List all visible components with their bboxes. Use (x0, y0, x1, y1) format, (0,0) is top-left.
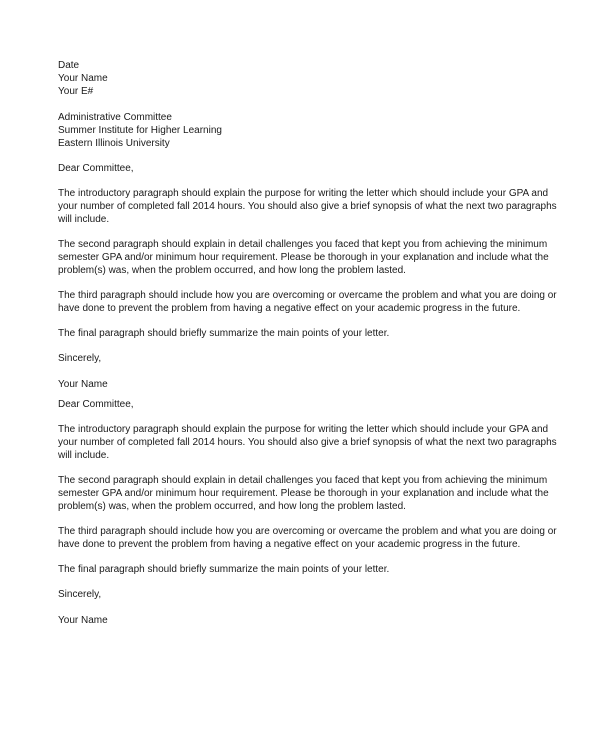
salutation: Dear Committee, (58, 399, 134, 410)
paragraph-line: The third paragraph should include how you are overcoming or overcame the problem and what you are doing or (58, 526, 557, 537)
paragraph-second (58, 474, 558, 513)
paragraph-final: The final paragraph should briefly summarize the main points of your letter. (58, 328, 390, 339)
paragraph-line: your number of completed fall 2014 hours. You should also give a brief synopsis of what the next two paragraphs (58, 437, 557, 448)
salutation: Dear Committee, (58, 163, 134, 174)
recipient-line-3: Eastern Illinois University (58, 138, 170, 149)
paragraph-third (58, 525, 558, 551)
letter-2 (58, 398, 558, 627)
paragraph-intro (58, 187, 558, 226)
recipient-line-2: Summer Institute for Higher Learning (58, 125, 222, 136)
paragraph-line: semester GPA and/or minimum hour requirement. Please be thorough in your explanation and include what the (58, 252, 549, 263)
paragraph-line: your number of completed fall 2014 hours. You should also give a brief synopsis of what the next two paragraphs (58, 201, 557, 212)
letter-1 (58, 59, 558, 391)
paragraph-line: will include. (58, 214, 110, 225)
paragraph-second (58, 238, 558, 277)
paragraph-line: The second paragraph should explain in detail challenges you faced that kept you from achieving the minimum (58, 239, 548, 250)
sender-e-number: Your E# (58, 86, 94, 97)
paragraph-line: The introductory paragraph should explain the purpose for writing the letter which should include your GPA and (58, 188, 549, 199)
paragraph-line: will include. (58, 450, 110, 461)
paragraph-line: The third paragraph should include how you are overcoming or overcame the problem and what you are doing or (58, 290, 557, 301)
sender-block (58, 59, 558, 98)
date-line: Date (58, 60, 80, 71)
paragraph-third (58, 289, 558, 315)
closing: Sincerely, (58, 353, 102, 364)
paragraph-line: have done to prevent the problem from having a negative effect on your academic progress in the future. (58, 303, 521, 314)
paragraph-final: The final paragraph should briefly summarize the main points of your letter. (58, 564, 390, 575)
paragraph-line: problem(s) was, when the problem occurred, and how long the problem lasted. (58, 501, 406, 512)
paragraph-intro (58, 423, 558, 462)
paragraph-line: The second paragraph should explain in detail challenges you faced that kept you from achieving the minimum (58, 475, 548, 486)
closing: Sincerely, (58, 589, 102, 600)
recipient-block (58, 111, 558, 150)
signature-name: Your Name (58, 379, 108, 390)
paragraph-line: problem(s) was, when the problem occurred, and how long the problem lasted. (58, 265, 406, 276)
paragraph-line: have done to prevent the problem from having a negative effect on your academic progress in the future. (58, 539, 521, 550)
sender-name: Your Name (58, 73, 108, 84)
recipient-line-1: Administrative Committee (58, 112, 172, 123)
paragraph-line: semester GPA and/or minimum hour requirement. Please be thorough in your explanation and include what the (58, 488, 549, 499)
signature-name: Your Name (58, 615, 108, 626)
paragraph-line: The introductory paragraph should explain the purpose for writing the letter which should include your GPA and (58, 424, 549, 435)
